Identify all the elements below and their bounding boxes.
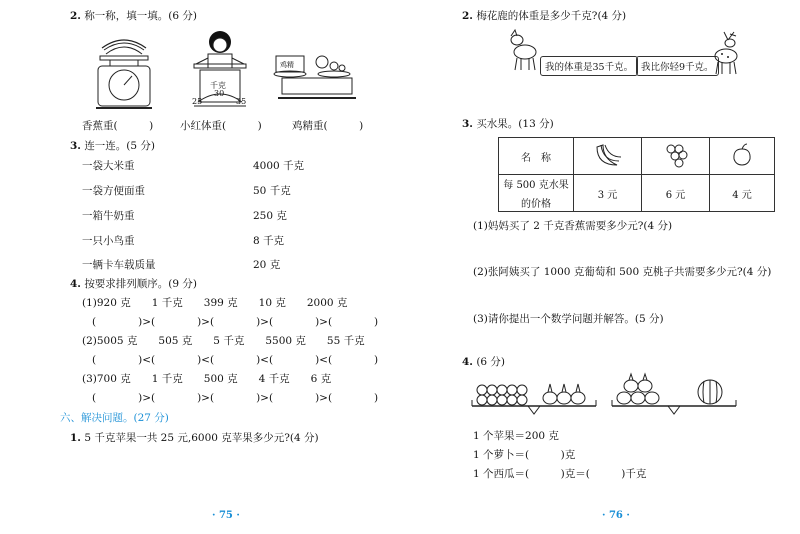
page-number-right: · 76 · [602, 510, 630, 521]
goat-illustration [505, 28, 539, 72]
match-left-item: 一箱牛奶重 [82, 210, 135, 222]
girl-weight-label: 小红体重( ) [180, 120, 262, 132]
radish-weight-line: 1 个萝卜＝( )克 [473, 449, 576, 461]
grape-price: 6 元 [642, 175, 710, 212]
scale-tick: 35 [236, 97, 247, 106]
fruit-subquestion-3: (3)请你提出一个数学问题并解答。(5 分) [473, 313, 664, 325]
balance-scale-illustration [272, 46, 362, 106]
banana-scale-illustration [92, 30, 156, 110]
fruit-price-table [498, 137, 775, 212]
scale-tick: 25 [192, 97, 203, 106]
q4-heading: 4. 按要求排列顺序。(9 分) [70, 278, 198, 290]
match-right-item: 50 千克 [253, 185, 291, 197]
table-header: 名 称 [499, 138, 574, 175]
order-items: (1)920 克 1 千克 399 克 10 克 2000 克 [82, 297, 348, 309]
page-number-left: · 75 · [212, 510, 240, 521]
watermelon-weight-line: 1 个西瓜＝( )克＝( )千克 [473, 468, 647, 480]
order-answer: ( )>( )>( )>( )>( ) [92, 316, 379, 328]
box-label: 鸡精 [280, 61, 294, 69]
apple-radish-balance [470, 372, 598, 420]
fruit-subquestion-1: (1)妈妈买了 2 千克香蕉需要多少元?(4 分) [473, 220, 673, 232]
peach-icon-cell [710, 138, 775, 175]
deer-question-heading: 2. 梅花鹿的体重是多少千克?(4 分) [462, 10, 627, 22]
banana-weight-label: 香蕉重( ) [82, 120, 154, 132]
banana-icon-cell [574, 138, 642, 175]
order-items: (2)5005 克 505 克 5 千克 5500 克 55 千克 [82, 335, 365, 347]
q3-heading: 3. 连一连。(5 分) [70, 140, 156, 152]
goat-speech-bubble: 我的体重是35千克。 [540, 56, 638, 76]
match-right-item: 8 千克 [253, 235, 285, 247]
scale-tick: 30 [214, 89, 225, 98]
match-left-item: 一袋方便面重 [82, 185, 145, 197]
chicken-essence-weight-label: 鸡精重( ) [292, 120, 364, 132]
q4-heading-right: 4. (6 分) [462, 356, 506, 368]
deer-speech-bubble: 我比你轻9千克。 [636, 56, 719, 76]
match-right-item: 20 克 [253, 259, 281, 271]
apple-weight-line: 1 个苹果＝200 克 [473, 430, 559, 442]
grape-icon-cell [642, 138, 710, 175]
problem-1: 1. 5 千克苹果一共 25 元,6000 克苹果多少元?(4 分) [70, 432, 319, 444]
match-right-item: 250 克 [253, 210, 287, 222]
deer-illustration [710, 30, 744, 76]
radish-watermelon-balance [610, 372, 738, 420]
fruit-subquestion-2: (2)张阿姨买了 1000 克葡萄和 500 克桃子共需要多少元?(4 分) [473, 266, 772, 278]
fruit-question-heading: 3. 买水果。(13 分) [462, 118, 554, 130]
peach-price: 4 元 [710, 175, 775, 212]
match-left-item: 一袋大米重 [82, 160, 135, 172]
match-left-item: 一辆卡车载质量 [82, 259, 156, 271]
scale-dial-arc [190, 86, 250, 104]
match-left-item: 一只小鸟重 [82, 235, 135, 247]
banana-price: 3 元 [574, 175, 642, 212]
grape-icon [661, 141, 691, 169]
order-answer: ( )>( )>( )>( )>( ) [92, 392, 379, 404]
banana-icon [593, 141, 623, 169]
peach-icon [727, 141, 757, 169]
match-right-item: 4000 千克 [253, 160, 305, 172]
scale-unit-label: 千克 [210, 81, 226, 90]
price-row-label: 每 500 克水果 的价格 [499, 175, 574, 212]
section-heading: 六、解决问题。(27 分) [60, 412, 169, 424]
order-answer: ( )<( )<( )<( )<( ) [92, 354, 379, 366]
order-items: (3)700 克 1 千克 500 克 4 千克 6 克 [82, 373, 332, 385]
q2-heading: 2. 称一称，填一填。(6 分) [70, 10, 198, 22]
